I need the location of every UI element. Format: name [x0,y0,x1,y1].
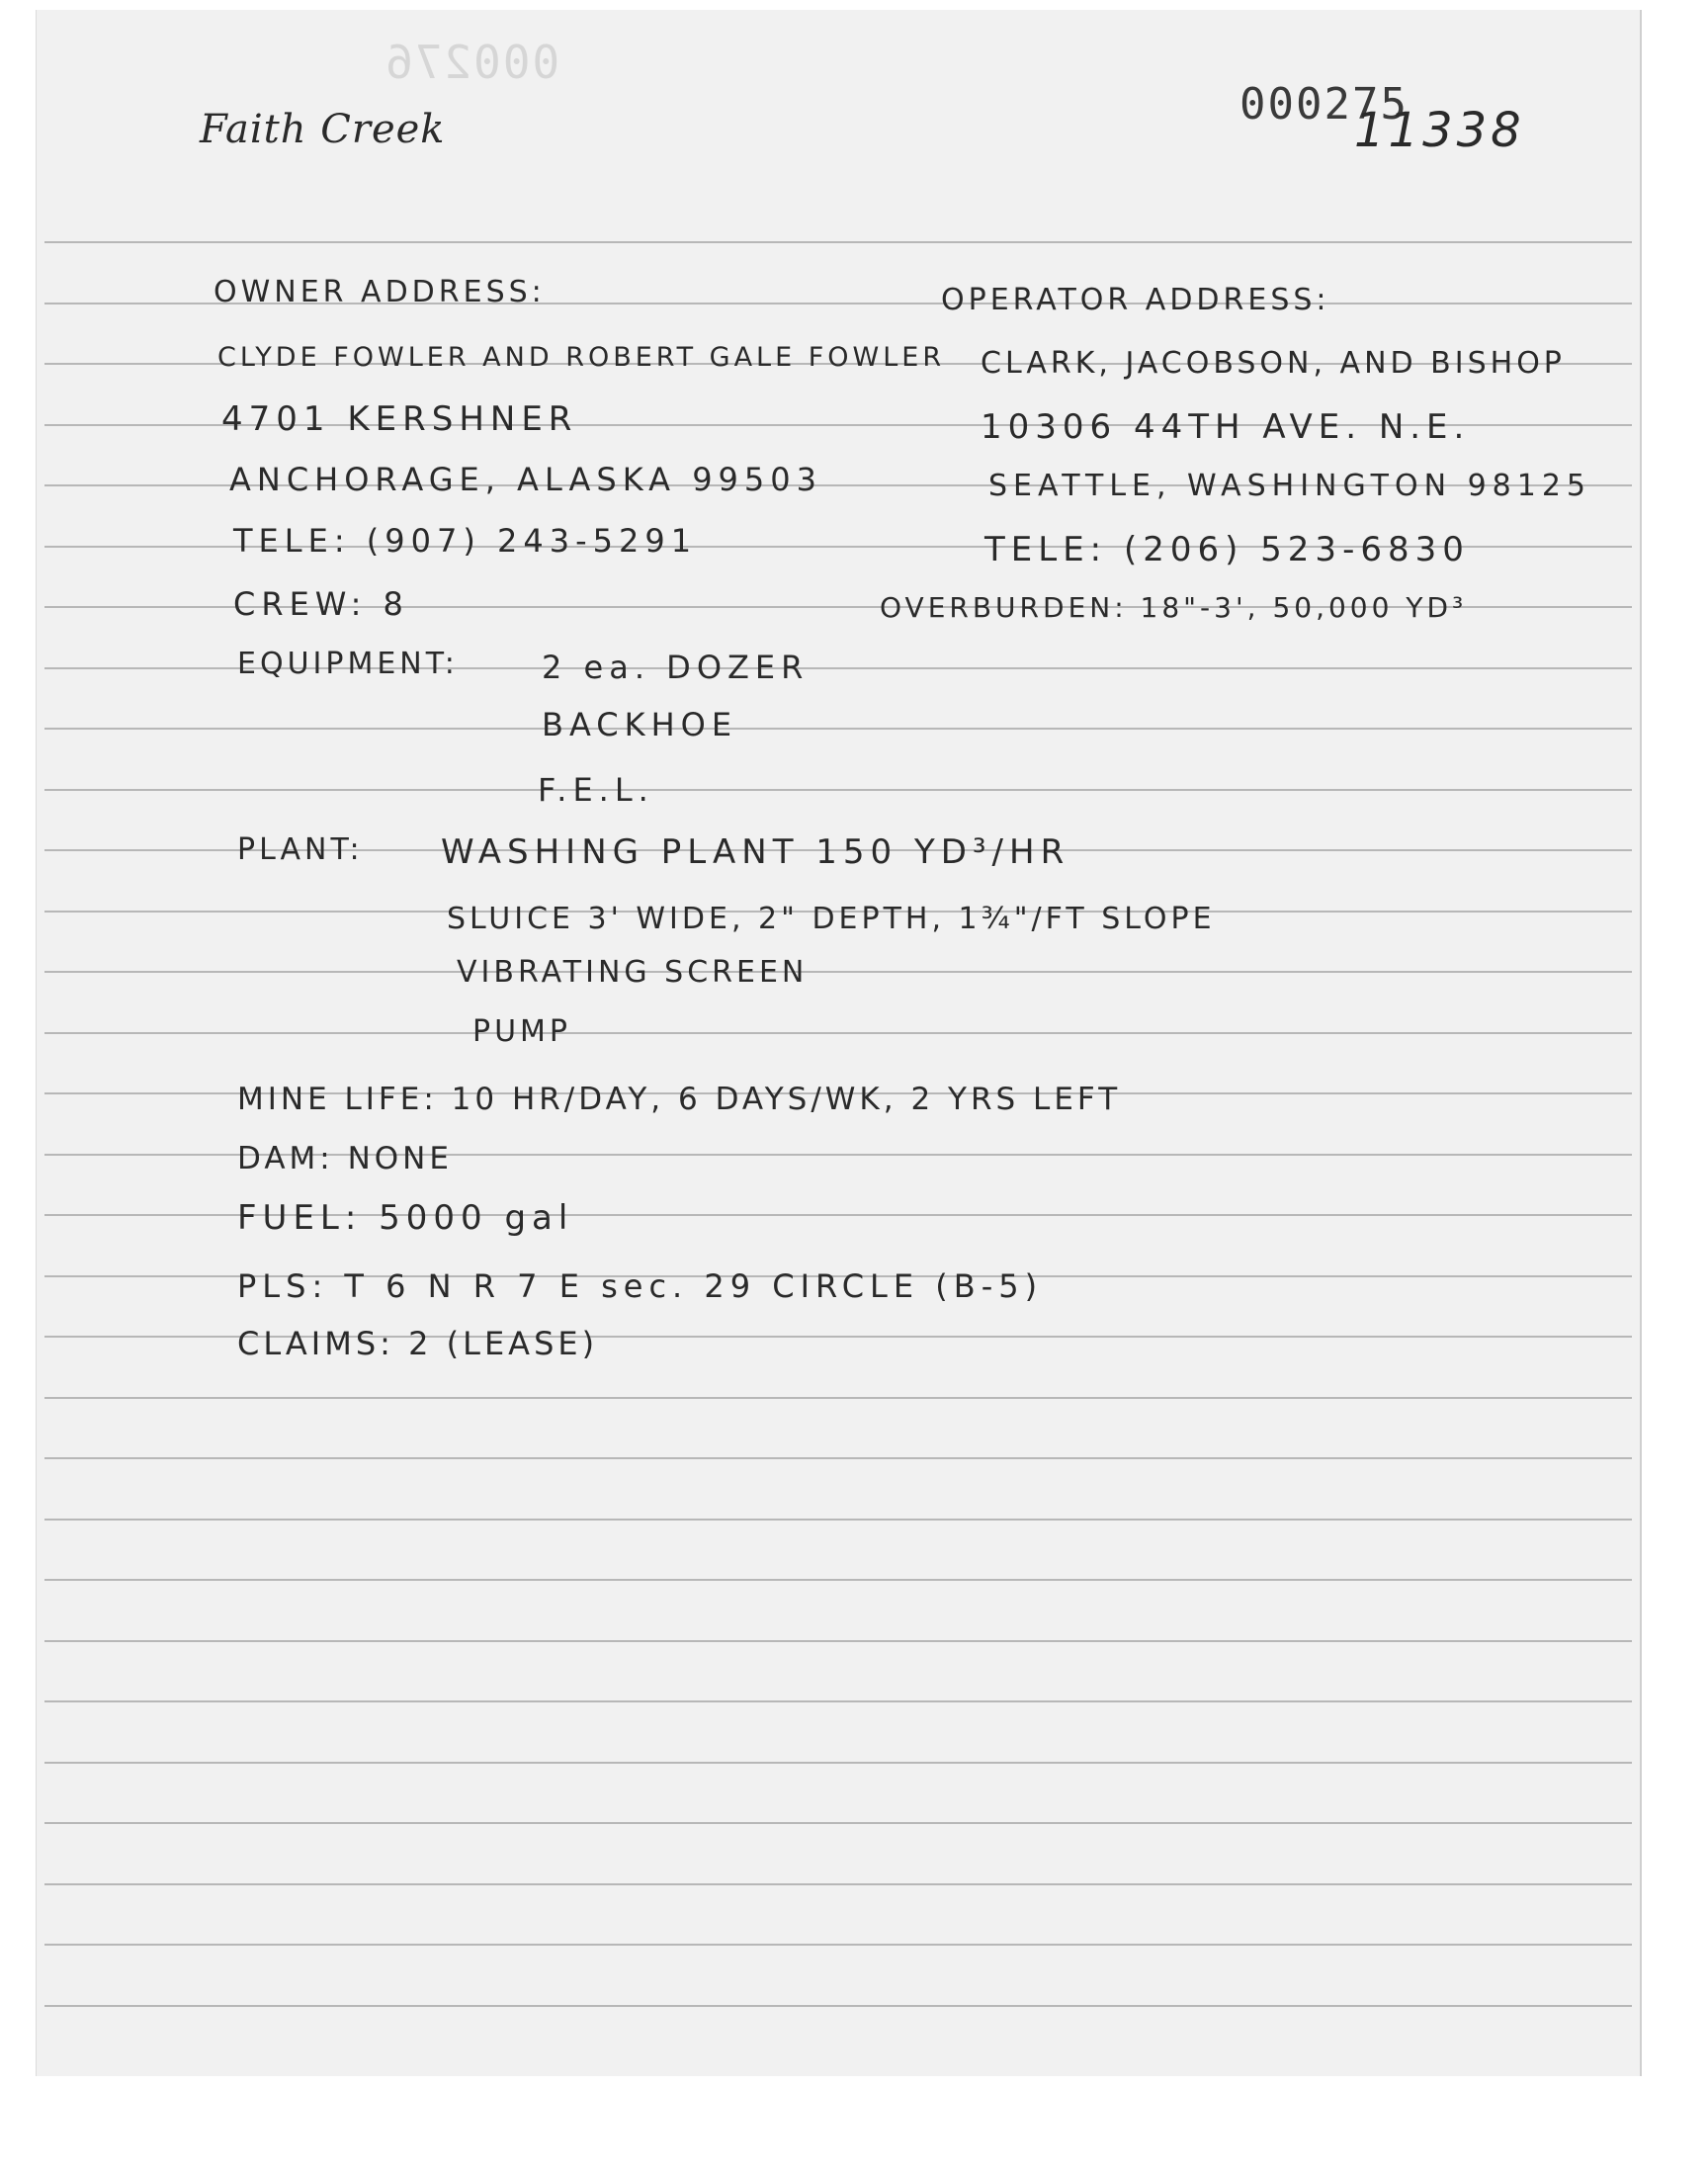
document-stamp: 000275 [1239,79,1409,130]
ruled-line [44,1700,1632,1702]
owner-heading: OWNER ADDRESS: [214,275,546,309]
notebook-page [36,10,1642,2076]
mine-life: MINE LIFE: 10 HR/DAY, 6 DAYS/WK, 2 YRS LEFT [237,1082,1122,1117]
ruled-line [44,1762,1632,1764]
fuel-amount: FUEL: 5000 gal [237,1198,574,1238]
ruled-line [44,971,1632,973]
equipment-label: EQUIPMENT: [237,647,459,681]
crew-count: CREW: 8 [233,585,409,623]
operator-name: CLARK, JACOBSON, AND BISHOP [981,346,1566,381]
page-title: Faith Creek [200,107,446,152]
overburden: OVERBURDEN: 18"-3', 50,000 YD³ [880,591,1468,624]
plant-label: PLANT: [237,832,364,867]
owner-city: ANCHORAGE, ALASKA 99503 [229,461,822,498]
operator-phone: TELE: (206) 523-6830 [984,530,1470,569]
equipment-item: BACKHOE [542,706,738,743]
dam-status: DAM: NONE [237,1141,453,1176]
ruled-line [44,2005,1632,2007]
page-number: 11338 [1354,103,1525,158]
plant-item: PUMP [472,1014,572,1049]
ruled-line [44,1579,1632,1581]
ruled-line [44,1032,1632,1034]
operator-city: SEATTLE, WASHINGTON 98125 [988,469,1592,503]
plant-item: SLUICE 3' WIDE, 2" DEPTH, 1¾"/FT SLOPE [447,902,1216,936]
bleed-through-stamp: 000276 [384,36,560,89]
plant-item: WASHING PLANT 150 YD³/HR [441,832,1070,872]
ruled-line [44,1640,1632,1642]
ruled-line [44,241,1632,243]
ruled-line [44,1519,1632,1521]
ruled-line [44,1944,1632,1946]
ruled-line [44,1397,1632,1399]
ruled-line [44,728,1632,730]
pls-location: PLS: T 6 N R 7 E sec. 29 CIRCLE (B-5) [237,1267,1044,1305]
ruled-line [44,789,1632,791]
plant-item: VIBRATING SCREEN [457,955,809,990]
owner-name: CLYDE FOWLER AND ROBERT GALE FOWLER [217,342,946,373]
owner-street: 4701 KERSHNER [221,399,578,439]
operator-street: 10306 44TH AVE. N.E. [981,407,1471,447]
operator-heading: OPERATOR ADDRESS: [941,283,1330,317]
ruled-line [44,1883,1632,1885]
equipment-item: 2 ea. DOZER [542,649,810,686]
ruled-line [44,1457,1632,1459]
ruled-line [44,1822,1632,1824]
claims: CLAIMS: 2 (LEASE) [237,1325,599,1362]
owner-phone: TELE: (907) 243-5291 [233,522,698,560]
equipment-item: F.E.L. [538,771,654,809]
